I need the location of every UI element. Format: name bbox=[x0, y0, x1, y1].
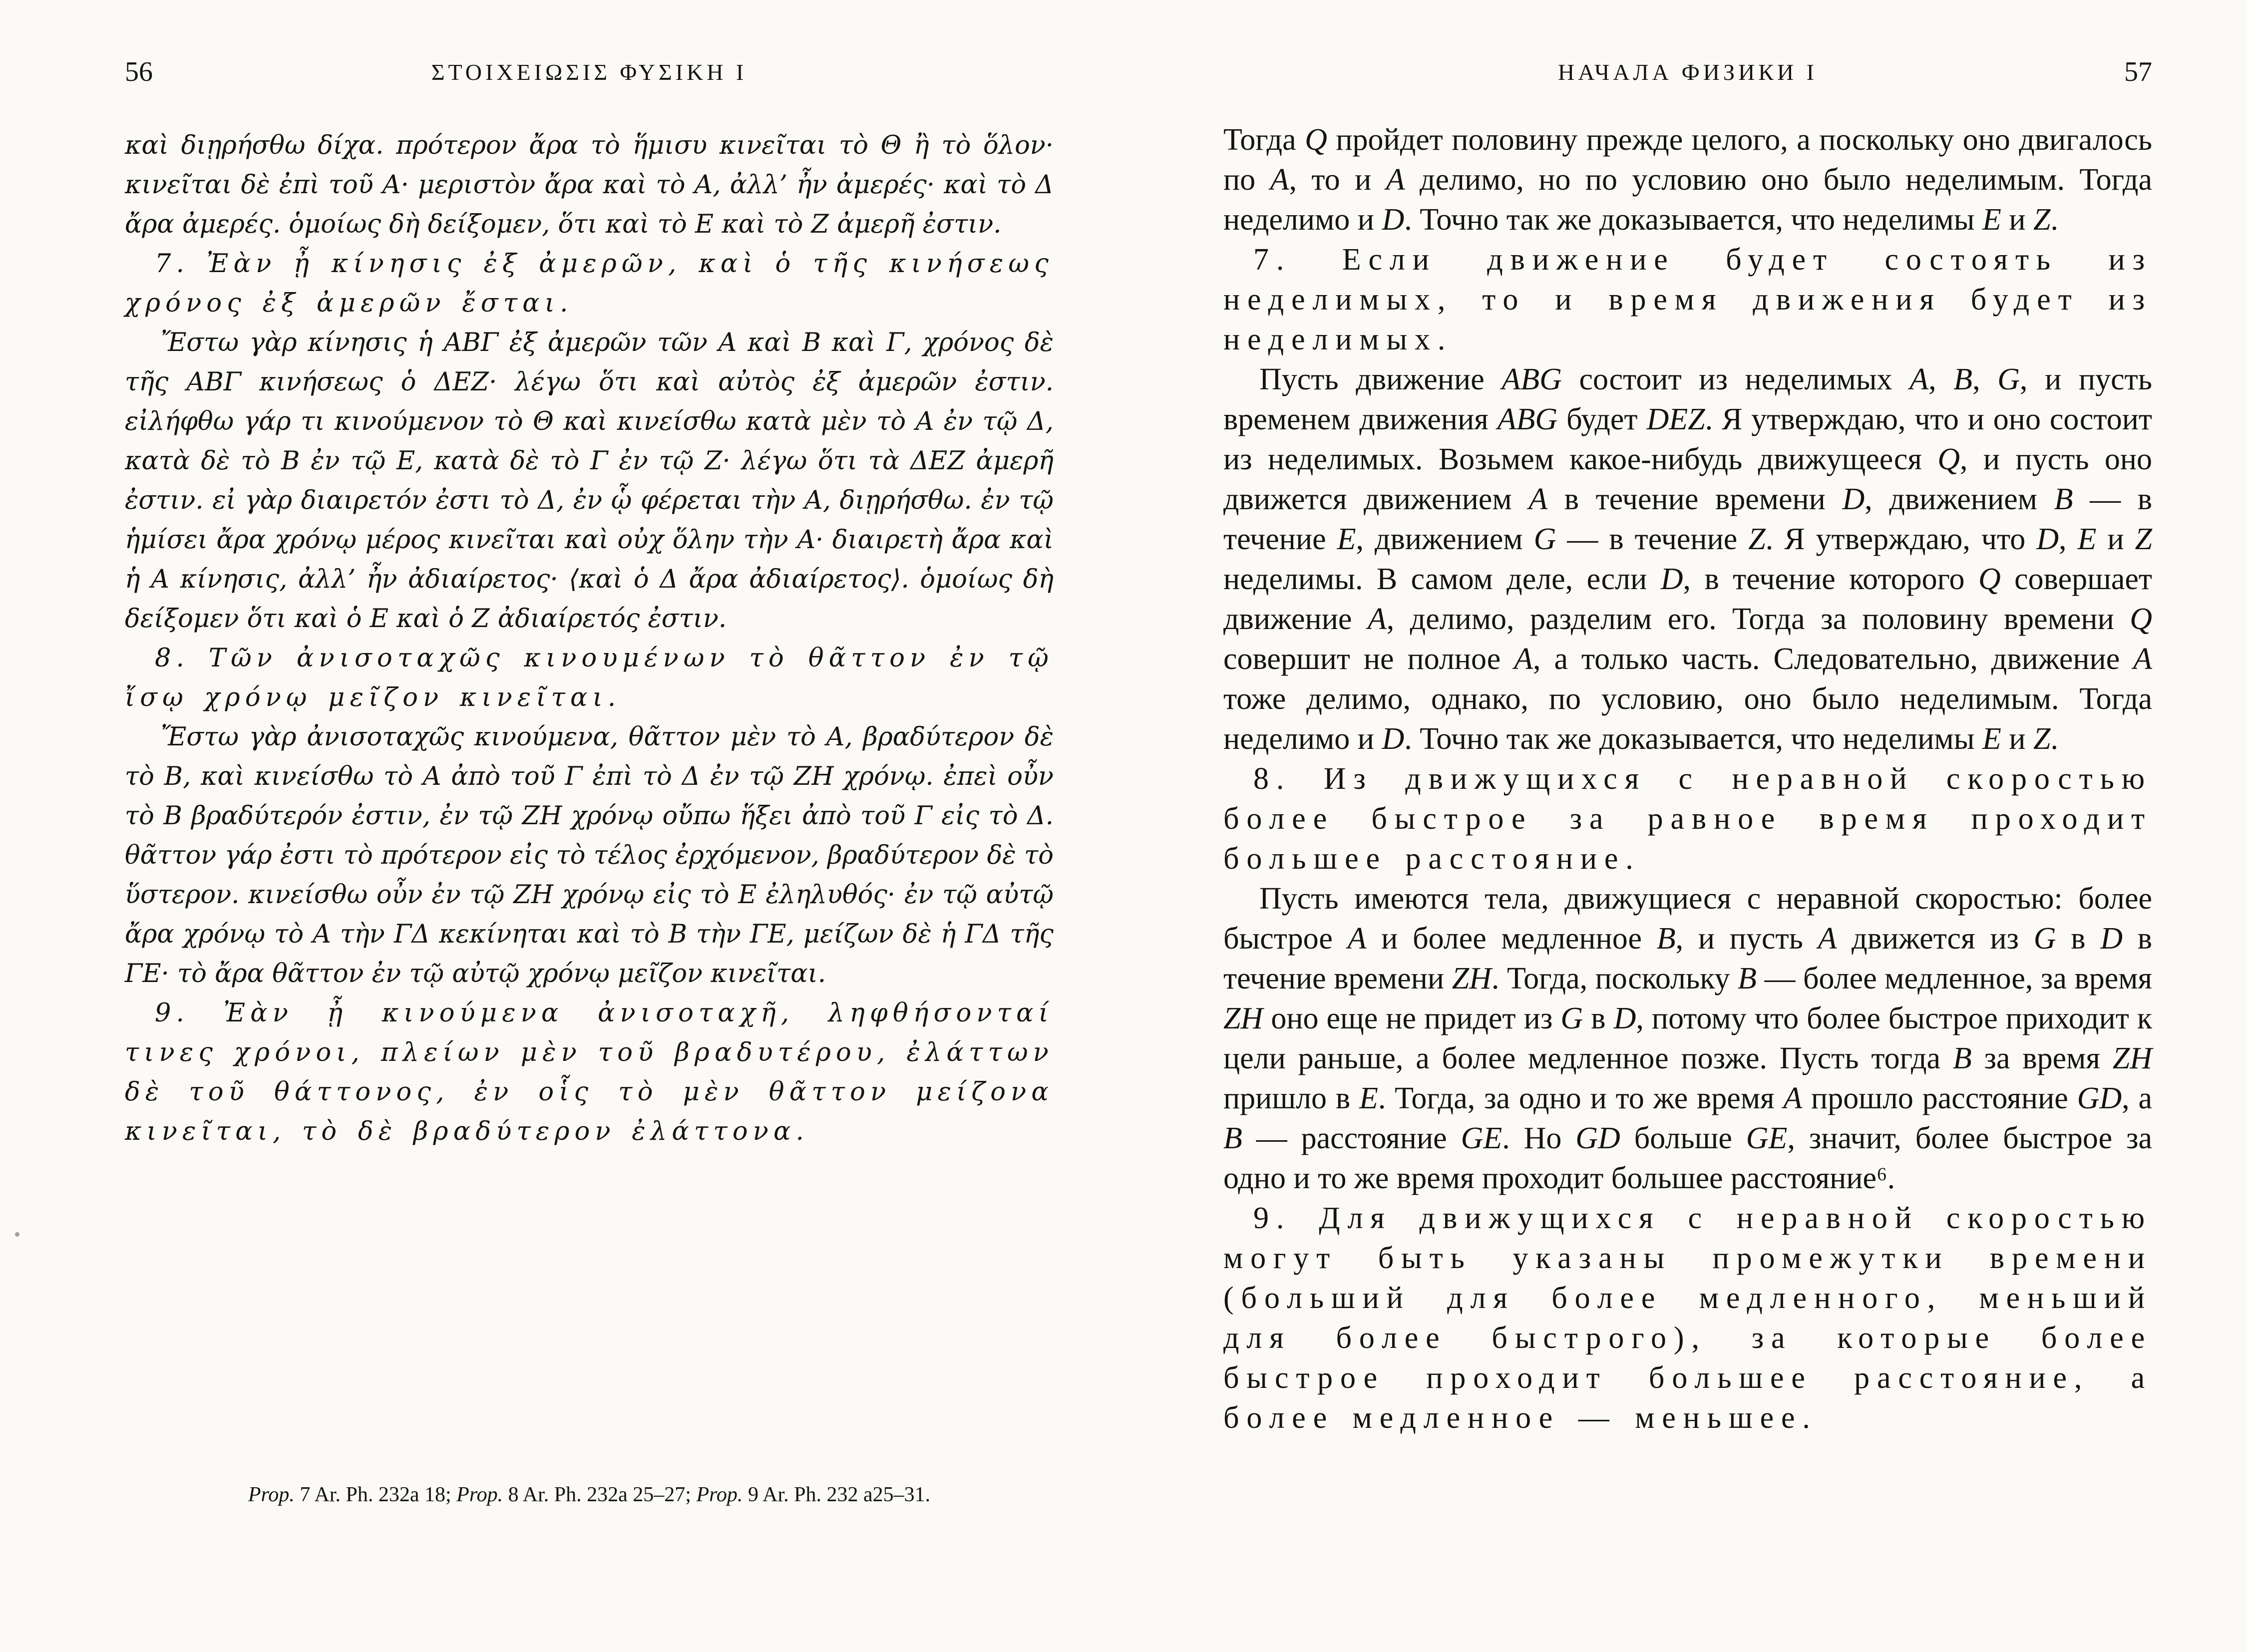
body-paragraph: Пусть движение ABG состоит из неделимых A, B, G, и пусть временем движения ABG будет DEZ. Я утверждаю, что и оно состоит из неделимых. Возьмем какое-нибудь движущееся Q, и пусть оно движется движением A в течение времени D, движением B — в течение E, движением G — в течение Z. Я утверждаю, что D, E и Z неделимы. В самом деле, если D, в течение которого Q совершает движение A, делимо, разделим его. Тогда за половину времени Q совершит не полное A, а только часть. Следовательно, движение A тоже делимо, однако, по условию, оно было неделимым. Тогда неделимо и D. Точно так же доказывается, что неделимы E и Z. bbox=[1223, 362, 2153, 756]
body-paragraph: Ἔστω γὰρ ἀνισοταχῶς κινούμενα, θᾶττον μὲν τὸ Α, βραδύτερον δὲ τὸ Β, καὶ κινείσθω τὸ Α ἀπὸ τοῦ Γ ἐπὶ τὸ Δ ἐν τῷ ΖΗ χρόνῳ. ἐπεὶ οὖν τὸ Β βραδύτερόν ἐστιν, ἐν τῷ ΖΗ χρόνῳ οὔπω ἥξει ἀπὸ τοῦ Γ εἰς τὸ Δ. θᾶττον γάρ ἐστι τὸ πρότερον εἰς τὸ τέλος ἐρχόμενον, βραδύτερον δὲ τὸ ὕστερον. κινείσθω οὖν ἐν τῷ ΖΗ χρόνῳ εἰς τὸ Ε ἐληλυθός· ἐν τῷ αὐτῷ ἄρα χρόνῳ τὸ Α τὴν ΓΔ κεκίνηται καὶ τὸ Β τὴν ΓΕ, μείζων δὲ ἡ ΓΔ τῆς ΓΕ· τὸ ἄρα θᾶττον ἐν τῷ αὐτῷ χρόνῳ μεῖζον κινεῖται. bbox=[125, 722, 1054, 989]
right-page-text-column bbox=[1223, 120, 2152, 1438]
left-page-text-column bbox=[125, 126, 1054, 1151]
left-page-number: 56 bbox=[125, 56, 153, 87]
left-page-header bbox=[0, 56, 1124, 94]
body-paragraph: καὶ διῃρήσθω δίχα. πρότερον ἄρα τὸ ἥμισυ κινεῖται τὸ Θ ἢ τὸ ὅλον· κινεῖται δὲ ἐπὶ τοῦ Α· μεριστὸν ἄρα καὶ τὸ Α, ἀλλ’ ἦν ἀμερές· καὶ τὸ Δ ἄρα ἀμερές. ὁμοίως δὴ δείξομεν, ὅτι καὶ τὸ Ε καὶ τὸ Ζ ἀμερῆ ἐστιν. bbox=[125, 131, 1054, 239]
theorem-paragraph: 8. Τῶν ἀνισοταχῶς κινουμένων τὸ θᾶττον ἐν τῷ ἴσῳ χρόνῳ μεῖζον κινεῖται. bbox=[125, 644, 1054, 712]
right-page-number: 57 bbox=[2124, 56, 2152, 87]
theorem-paragraph: 7. Ἐὰν ᾖ κίνησις ἐξ ἀμερῶν, καὶ ὁ τῆς κινήσεως χρόνος ἐξ ἀμερῶν ἔσται. bbox=[125, 249, 1054, 318]
left-running-header: ΣΤΟΙΧΕΙΩΣΙΣ ΦΥΣΙΚΗ Ι bbox=[431, 59, 748, 85]
right-page bbox=[1124, 0, 2247, 1652]
body-paragraph: Пусть имеются тела, движущиеся с неравной скоростью: более быстрое A и более медленное B, и пусть A движется из G в D в течение времени ZH. Тогда, поскольку B — более медленное, за время ZH оно еще не придет из G в D, потому что более быстрое приходит к цели раньше, а более медленное позже. Пусть тогда B за время ZH пришло в E. Тогда, за одно и то же время A прошло расстояние GD, а B — расстояние GE. Но GD больше GE, значит, более быстрое за одно и то же время проходит большее расстояние⁶. bbox=[1223, 882, 2153, 1195]
right-running-header: НАЧАЛА ФИЗИКИ Ι bbox=[1557, 59, 1818, 85]
theorem-paragraph: 8. Из движущихся с неравной скоростью более быстрое за равное время проходит большее расстояние. bbox=[1223, 762, 2152, 876]
right-page-header bbox=[1124, 56, 2247, 94]
theorem-paragraph: 9. Для движущихся с неравной скоростью могут быть указаны промежутки времени (больший для более медленного, меньший для более быстрого), за которые более быстрое проходит большее расстояние, а более медленное — меньшее. bbox=[1223, 1201, 2152, 1435]
theorem-paragraph: 9. Ἐὰν ᾖ κινούμενα ἀνισοταχῆ, ληφθήσονταί τινες χρόνοι, πλείων μὲν τοῦ βραδυτέρου, ἐλάττων δὲ τοῦ θάττονος, ἐν οἷς τὸ μὲν θᾶττον μείζονα κινεῖται, τὸ δὲ βραδύτερον ἐλάττονα. bbox=[125, 998, 1054, 1146]
scan-speck bbox=[15, 1232, 19, 1237]
body-paragraph: Ἔστω γὰρ κίνησις ἡ ΑΒΓ ἐξ ἀμερῶν τῶν Α καὶ Β καὶ Γ, χρόνος δὲ τῆς ΑΒΓ κινήσεως ὁ ΔΕΖ· λέγω ὅτι καὶ αὐτὸς ἐξ ἀμερῶν ἐστιν. εἰλήφθω γάρ τι κινούμενον τὸ Θ καὶ κινείσθω κατὰ μὲν τὸ Α ἐν τῷ Δ, κατὰ δὲ τὸ Β ἐν τῷ Ε, κατὰ δὲ τὸ Γ ἐν τῷ Ζ· λέγω ὅτι τὰ ΔΕΖ ἀμερῆ ἐστιν. εἰ γὰρ διαιρετόν ἐστι τὸ Δ, ἐν ᾧ φέρεται τὴν Α, διῃρήσθω. ἐν τῷ ἡμίσει ἄρα χρόνῳ μέρος κινεῖται καὶ οὐχ ὅλην τὴν Α· διαιρετὴ ἄρα καὶ ἡ Α κίνησις, ἀλλ’ ἦν ἀδιαίρετος· ⟨καὶ ὁ Δ ἄρα ἀδιαίρετος⟩. ὁμοίως δὴ δείξομεν ὅτι καὶ ὁ Ε καὶ ὁ Ζ ἀδιαίρετός ἐστιν. bbox=[125, 328, 1054, 634]
theorem-paragraph: 7. Если движение будет состоять из неделимых, то и время движения будет из неделимых. bbox=[1223, 243, 2152, 356]
body-paragraph: Тогда Q пройдет половину прежде целого, а поскольку оно двигалось по A, то и A делимо, но по условию оно было неделимым. Тогда неделимо и D. Точно так же доказывается, что неделимы E и Z. bbox=[1223, 123, 2152, 237]
apparatus-footnote: Prop. 7 Ar. Ph. 232a 18; Prop. 8 Ar. Ph. 232a 25–27; Prop. 9 Ar. Ph. 232 a25–31. bbox=[248, 1483, 931, 1506]
